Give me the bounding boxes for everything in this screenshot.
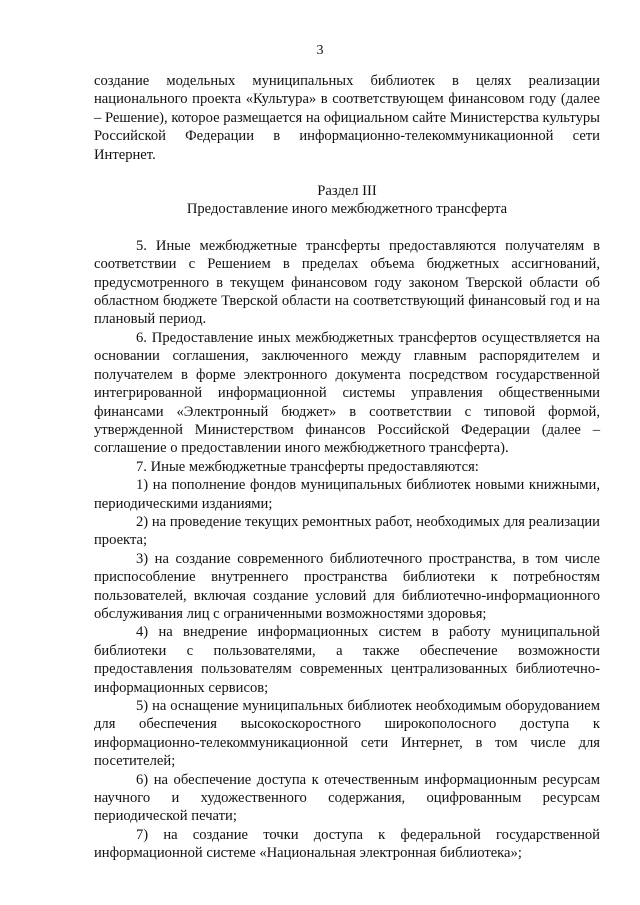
paragraph-6: 6. Предоставление иных межбюджетных трансфертов осуществляется на основании соглашения, заключенного между главным распорядителем и получателем в форме электронного документа посредством государственной интегрированной информационной системы управления общественными финансами «Электронный бюджет» в соответствии с типовой формой, утвержденной Министерством финансов Российской Федерации (далее – соглашение о предоставлении иного межбюджетного трансферта).	[94, 329, 600, 457]
section-title: Предоставление иного межбюджетного трансферта	[186, 201, 508, 218]
section-number: Раздел III	[317, 183, 377, 200]
document-body	[94, 72, 600, 863]
list-item-5: 5) на оснащение муниципальных библиотек необходимым оборудованием для обеспечения высокоскоростного широкополосного доступа к информационно-телекоммуникационной сети Интернет, в том числе для посетителей;	[94, 698, 600, 770]
paragraph-5: 5. Иные межбюджетные трансферты предоставляются получателям в соответствии с Решением в пределах объема бюджетных ассигнований, предусмотренного в текущем финансовом году законом Тверской области об областном бюджете Тверской области на соответствующий финансовый год и на плановый период.	[94, 237, 600, 328]
list-item-4: 4) на внедрение информационных систем в работу муниципальной библиотеки с пользователями, а также обеспечение возможности предоставления пользователям современных централизованных библиотечно-информационных сервисов;	[94, 624, 600, 696]
list-item-3: 3) на создание современного библиотечного пространства, в том числе приспособление внутреннего пространства библиотеки к потребностям пользователей, включая создание условий для библиотечно-информационного обслуживания лиц с ограниченными возможностями здоровья;	[94, 550, 600, 622]
page-number: 3	[316, 43, 324, 58]
list-item-2: 2) на проведение текущих ремонтных работ, необходимых для реализации проекта;	[94, 513, 600, 549]
list-item-1: 1) на пополнение фондов муниципальных библиотек новыми книжными, периодическими изданиями;	[94, 477, 600, 512]
list-item-7: 7) на создание точки доступа к федеральной государственной информационной системе «Национальная электронная библиотека»;	[94, 826, 600, 862]
intro-paragraph: создание модельных муниципальных библиотек в целях реализации национального проекта «Культура» в соответствующем финансовом году (далее – Решение), которое размещается на официальном сайте Министерства культуры Российской Федерации в информационно-телекоммуникационной сети Интернет.	[94, 73, 600, 163]
paragraph-7: 7. Иные межбюджетные трансферты предоставляются:	[136, 458, 479, 475]
list-item-6: 6) на обеспечение доступа к отечественным информационным ресурсам научного и художественного содержания, оцифрованным ресурсам периодической печати;	[94, 771, 600, 825]
